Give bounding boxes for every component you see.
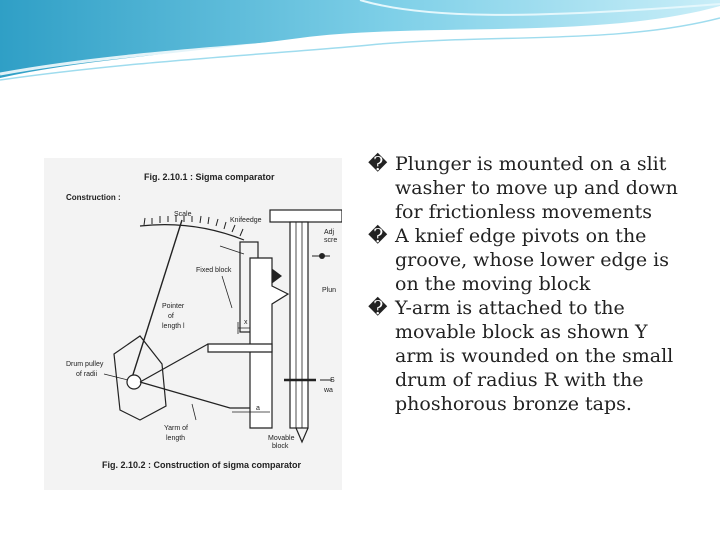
label-knife-edge: Knifeedge [230, 217, 262, 224]
label-scale: Scale [174, 211, 192, 218]
plunger-tip [296, 428, 308, 442]
label-movable-2: block [272, 443, 289, 450]
bullet-text: Plunger is mounted on a slit washer to move up and down for frictionless movements [395, 153, 678, 223]
scale-ticks [144, 215, 243, 236]
bullet-item [368, 296, 688, 416]
drum-pulley [127, 375, 141, 389]
bullet-marker: � [368, 225, 388, 247]
bullet-marker: � [368, 297, 388, 319]
label-adj-2: scre [324, 237, 338, 244]
bullet-text: Y-arm is attached to the movable block as shown Y arm is wounded on the small drum of radius R with the phoshorous bronze taps. [395, 297, 674, 415]
label-fixed-block: Fixed block [196, 267, 232, 274]
label-drum-1: Drum pulley [66, 361, 104, 368]
figure-bottom-caption: Fig. 2.10.2 : Construction of sigma comparator [102, 460, 302, 470]
figure-top-caption: Fig. 2.10.1 : Sigma comparator [144, 172, 275, 182]
header-wave-decoration [0, 0, 720, 90]
movable-block [250, 258, 288, 428]
y-arm [140, 344, 250, 408]
scale-arc [140, 225, 244, 240]
label-slit-1: S [330, 377, 335, 384]
label-x: x [244, 319, 248, 326]
plunger [290, 222, 308, 428]
label-pointer-2: of [168, 313, 174, 320]
label-yarm-2: length [166, 435, 186, 442]
label-movable-1: Movable [268, 435, 295, 442]
label-drum-2: of radii [76, 371, 98, 378]
label-pointer-1: Pointer [162, 303, 185, 310]
label-slit-2: wa [324, 387, 333, 394]
bullet-list [368, 152, 688, 416]
bullet-text: A knief edge pivots on the groove, whose lower edge is on the moving block [395, 225, 669, 295]
label-yarm-1: Yarm of [164, 425, 188, 432]
label-a: a [256, 405, 260, 412]
bullet-item [368, 152, 688, 224]
sigma-comparator-diagram [44, 158, 342, 490]
label-adj-1: Adj [324, 229, 335, 236]
construction-heading: Construction : [66, 193, 121, 202]
sigma-comparator-figure [44, 158, 342, 490]
bullet-marker: � [368, 153, 388, 175]
label-pointer-3: length l [162, 323, 185, 330]
label-plunger: Plun [322, 287, 337, 294]
bridge-arm [208, 344, 272, 352]
top-plate [270, 210, 342, 222]
bullet-item [368, 224, 688, 296]
pointer [130, 220, 182, 384]
